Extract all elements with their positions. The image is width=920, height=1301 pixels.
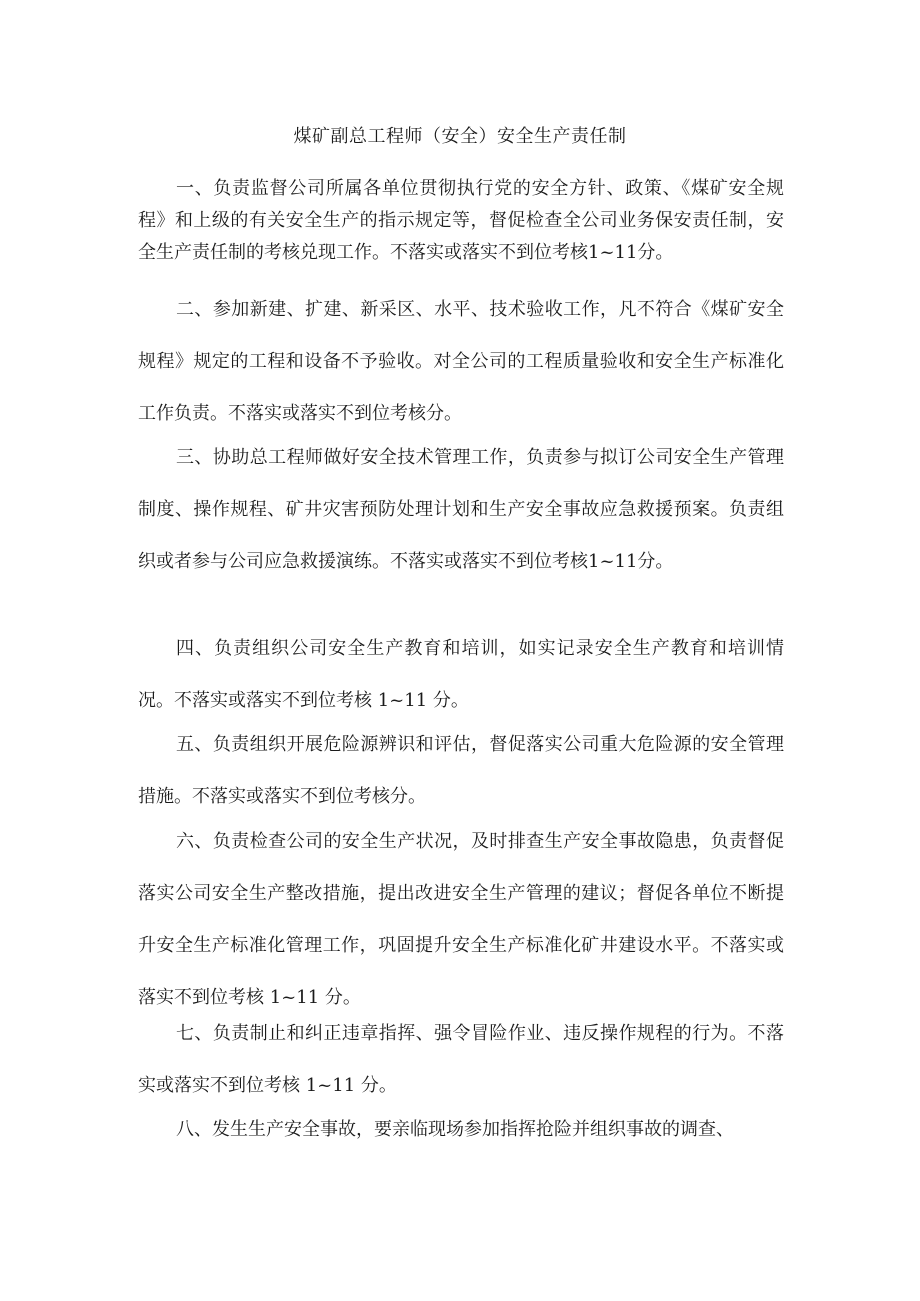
paragraph-3: 三、协助总工程师做好安全技术管理工作，负责参与拟订公司安全生产管理制度、操作规程、矿井灾害预防处理计划和生产安全事故应急救援预案。负责组织或者参与公司应急救援演练。不落实或落实不到位考核1~11分。: [138, 447, 784, 572]
paragraph-4: 四、负责组织公司安全生产教育和培训，如实记录安全生产教育和培训情况。不落实或落实不到位考核 1~11 分。: [138, 638, 784, 711]
paragraph-2: 二、参加新建、扩建、新采区、水平、技术验收工作，凡不符合《煤矿安全规程》规定的工程和设备不予验收。对全公司的工程质量验收和安全生产标准化工作负责。不落实或落实不到位考核分。: [138, 299, 784, 424]
document-title: 煤矿副总工程师（安全）安全生产责任制: [293, 126, 627, 147]
paragraph-8: 八、发生生产安全事故，要亲临现场参加指挥抢险并组织事故的调查、: [176, 1119, 734, 1140]
paragraph-5: 五、负责组织开展危险源辨识和评估，督促落实公司重大危险源的安全管理措施。不落实或落实不到位考核分。: [138, 734, 784, 807]
paragraph-1: 一、负责监督公司所属各单位贯彻执行党的安全方针、政策、《煤矿安全规程》和上级的有关安全生产的指示规定等，督促检查全公司业务保安责任制，安全生产责任制的考核兑现工作。不落实或落实不到位考核1~11分。: [138, 178, 784, 263]
paragraph-7: 七、负责制止和纠正违章指挥、强令冒险作业、违反操作规程的行为。不落实或落实不到位考核 1~11 分。: [138, 1023, 784, 1096]
paragraph-6: 六、负责检查公司的安全生产状况，及时排查生产安全事故隐患，负责督促落实公司安全生产整改措施，提出改进安全生产管理的建议；督促各单位不断提升安全生产标准化管理工作，巩固提升安全生产标准化矿井建设水平。不落实或落实不到位考核 1~11 分。: [138, 831, 784, 1008]
